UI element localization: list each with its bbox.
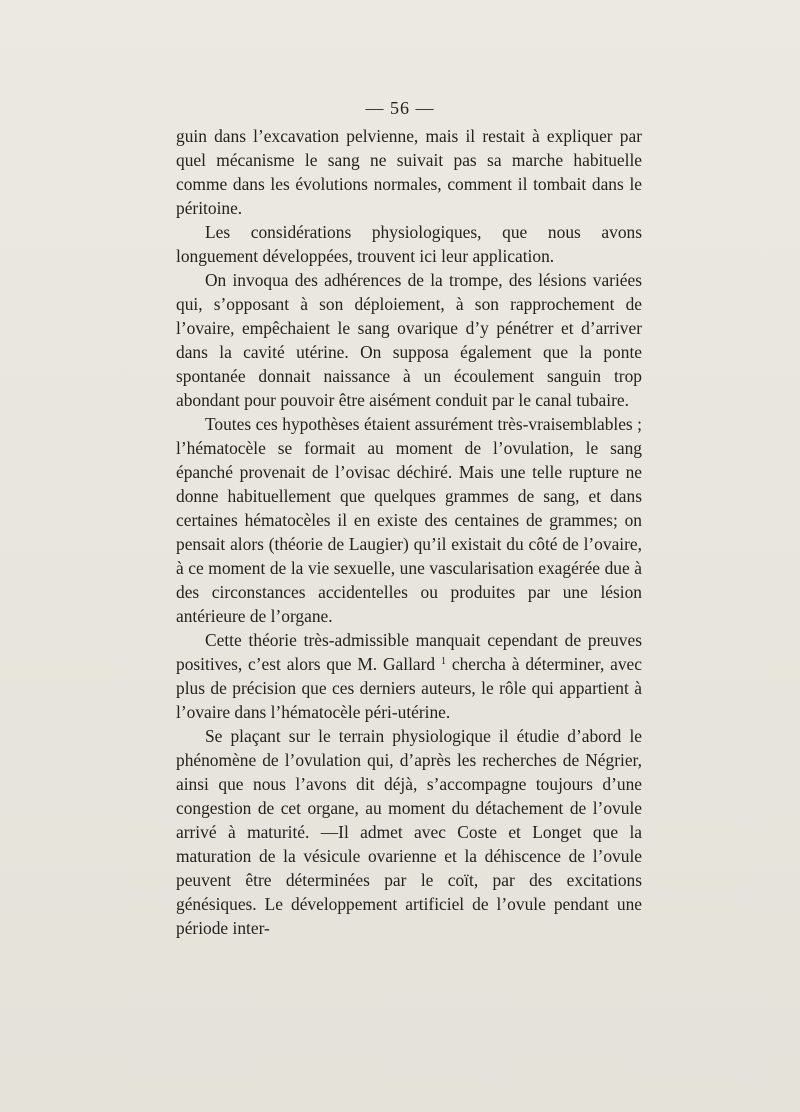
- body-text: [176, 124, 642, 940]
- paragraph-2: Les considérations physiologiques, que nous avons longuement développées, trouvent ici leur application.: [176, 222, 642, 266]
- paragraph-1: guin dans l’excavation pelvienne, mais il restait à expliquer par quel mécanisme le sang ne suivait pas sa marche habituelle comme dans les évolutions normales, comment il tombait dans le péritoine.: [176, 126, 642, 218]
- paragraph-5: [176, 628, 642, 724]
- paragraph-5-text-b: chercha à déterminer, avec plus de précision que ces derniers auteurs, le rôle qui appartient à l’ovaire dans l’hématocèle péri-utérine.: [176, 654, 642, 722]
- paragraph-5-text-a: Cette théorie très-admissible manquait cependant de preuves positives, c’est alors que M. Gallard: [176, 630, 642, 674]
- paragraph-3: On invoqua des adhérences de la trompe, des lésions variées qui, s’opposant à son déploiement, à son rapprochement de l’ovaire, empêchaient le sang ovarique d’y pénétrer et d’arriver dans la cavité utérine. On supposa également que la ponte spontanée donnait naissance à un écoulement sanguin trop abondant pour pouvoir être aisément conduit par le canal tubaire.: [176, 270, 642, 410]
- paragraph-4: Toutes ces hypothèses étaient assurément très-vraisemblables ; l’hématocèle se formait au moment de l’ovulation, le sang épanché provenait de l’ovisac déchiré. Mais une telle rupture ne donne habituellement que quelques grammes de sang, et dans certaines hématocèles il en existe des centaines de grammes; on pensait alors (théorie de Laugier) qu’il existait du côté de l’ovaire, à ce moment de la vie sexuelle, une vascularisation exagérée due à des circonstances accidentelles ou produites par une lésion antérieure de l’organe.: [176, 414, 642, 626]
- page-number: — 56 —: [365, 98, 435, 118]
- paragraph-6: Se plaçant sur le terrain physiologique il étudie d’abord le phénomène de l’ovulation qui, d’après les recherches de Négrier, ainsi que nous l’avons dit déjà, s’accompagne toujours d’une congestion de cet organe, au moment du détachement de l’ovule arrivé à maturité. —Il admet avec Coste et Longet que la maturation de la vésicule ovarienne et la déhiscence de l’ovule peuvent être déterminées par le coït, par des excitations génésiques. Le développement artificiel de l’ovule pendant une période inter-: [176, 726, 642, 938]
- footnote-reference: 1: [441, 656, 446, 667]
